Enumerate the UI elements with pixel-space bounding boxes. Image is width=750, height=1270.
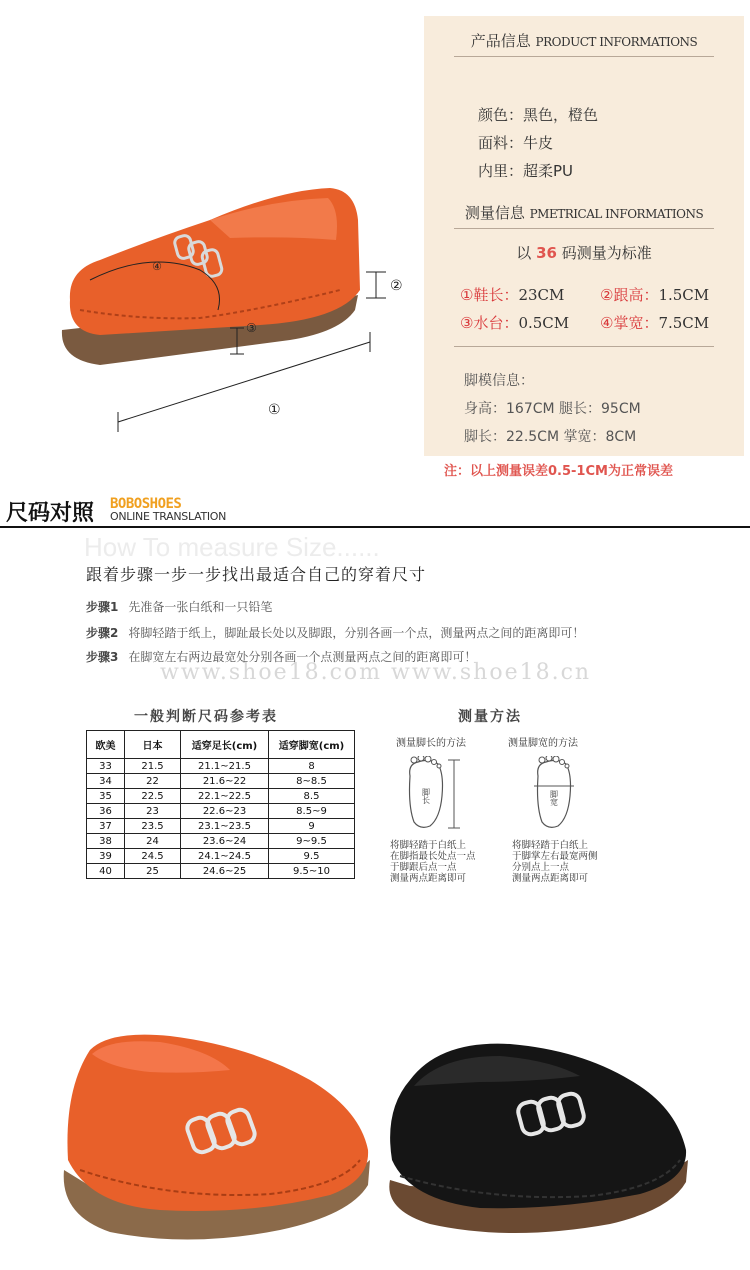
marker-2: ② [390,278,403,294]
table-cell: 24.6~25 [181,864,269,879]
foot-width-fig-label: 脚宽 [549,790,559,806]
table-cell: 21.5 [125,759,181,774]
product-info-heading-en: PRODUCT INFORMATIONS [535,35,698,49]
table-cell: 22.6~23 [181,804,269,819]
product-lining: 内里：超柔PU [478,162,574,180]
table-cell: 24.1~24.5 [181,849,269,864]
size-table [86,730,355,879]
foot-width-instructions: 将脚轻踏于白纸上 于脚掌左右最宽两侧 分别点上一点 测量两点距离即可 [512,840,598,884]
product-info-heading-cn: 产品信息 [470,32,531,50]
size-section-title: 尺码对照 [6,501,95,526]
table-cell: 34 [87,774,125,789]
table-cell: 25 [125,864,181,879]
shoe-length: ①鞋长：23CM [460,286,565,304]
table-cell: 9 [269,819,355,834]
black-shoe-photo [370,1010,700,1250]
table-cell: 36 [87,804,125,819]
table-header-cell: 日本 [125,731,181,759]
table-cell: 22.5 [125,789,181,804]
table-header-cell: 适穿足长(cm) [181,731,269,759]
model-info-row: 身高：167CM 腿长：95CM [464,401,641,417]
table-cell: 8 [269,759,355,774]
table-cell: 22.1~22.5 [181,789,269,804]
table-header-cell: 欧美 [87,731,125,759]
heel-height: ②跟高：1.5CM [600,286,710,304]
table-row [87,864,355,879]
product-material: 面料：牛皮 [478,134,554,152]
model-info-row: 脚长：22.5CM 掌宽：8CM [464,429,637,445]
table-cell: 39 [87,849,125,864]
orange-shoe-photo [50,1010,380,1250]
foot-length-figure [400,756,470,832]
table-cell: 21.1~21.5 [181,759,269,774]
table-header-row [87,731,355,759]
divider [454,56,714,57]
brand-subtitle: ONLINE TRANSLATION [110,510,227,523]
table-row [87,789,355,804]
product-info-heading [424,30,744,51]
measure-standard: 以 36 码测量为标准 [516,244,652,262]
table-cell: 23.6~24 [181,834,269,849]
table-cell: 8~8.5 [269,774,355,789]
table-header-cell: 适穿脚宽(cm) [269,731,355,759]
table-cell: 8.5 [269,789,355,804]
table-row [87,804,355,819]
measure-error-note: 注：以上测量误差0.5-1CM为正常误差 [444,464,673,479]
model-info-title: 脚模信息： [464,373,534,389]
table-cell: 37 [87,819,125,834]
step-2: 步骤2 将脚轻踏于纸上，脚趾最长处以及脚跟，分别各画一个点，测量两点之间的距离即可！ [86,626,585,640]
table-row [87,759,355,774]
divider [0,526,750,528]
step-1: 步骤1 先准备一张白纸和一只铅笔 [86,600,273,614]
divider [454,346,714,347]
measure-info-heading [424,202,744,223]
foot-length-method-label: 测量脚长的方法 [396,738,466,749]
table-cell: 23 [125,804,181,819]
howto-title: How To measure Size...... [84,532,380,562]
table-cell: 23.1~23.5 [181,819,269,834]
table-row [87,849,355,864]
table-cell: 33 [87,759,125,774]
product-info-panel [424,16,744,456]
table-row [87,774,355,789]
measure-info-heading-en: PMETRICAL INFORMATIONS [529,207,704,221]
table-cell: 22 [125,774,181,789]
marker-4: ④ [152,260,162,273]
divider [454,228,714,229]
product-color: 颜色：黑色，橙色 [478,106,599,124]
marker-1: ① [268,402,281,418]
measure-info-heading-cn: 测量信息 [464,204,525,222]
foot-length-fig-label: 脚长 [421,788,431,804]
table-cell: 9.5 [269,849,355,864]
table-cell: 40 [87,864,125,879]
table-row [87,819,355,834]
table-cell: 38 [87,834,125,849]
table-cell: 24 [125,834,181,849]
table-cell: 21.6~22 [181,774,269,789]
measure-method-title: 测量方法 [458,709,522,725]
table-row [87,834,355,849]
platform-height: ③水台：0.5CM [460,314,570,332]
marker-3: ③ [246,321,257,335]
product-section [0,0,750,490]
size-table-title: 一般判断尺码参考表 [134,709,278,725]
foot-width-figure [520,756,590,832]
table-cell: 8.5~9 [269,804,355,819]
shoe-measure-diagram [40,160,430,440]
table-cell: 9.5~10 [269,864,355,879]
standard-size: 36 [536,244,557,262]
brand-logo: BOBOSHOES [110,496,182,512]
table-cell: 23.5 [125,819,181,834]
foot-length-instructions: 将脚轻踏于白纸上 在脚指最长处点一点 于脚跟后点一点 测量两点距离即可 [390,840,476,884]
step-3: 步骤3 在脚宽左右两边最宽处分别各画一个点测量两点之间的距离即可！ [86,650,477,664]
orange-shoe-image [62,188,360,365]
table-cell: 9~9.5 [269,834,355,849]
table-cell: 35 [87,789,125,804]
watermark: www.shoe18.com www.shoe18.cn [160,660,592,685]
howto-subtitle: 跟着步骤一步一步找出最适合自己的穿着尺寸 [86,565,427,584]
table-cell: 24.5 [125,849,181,864]
foot-width-method-label: 测量脚宽的方法 [508,738,578,749]
size-section-header [6,496,746,526]
sole-width: ④掌宽：7.5CM [600,314,710,332]
